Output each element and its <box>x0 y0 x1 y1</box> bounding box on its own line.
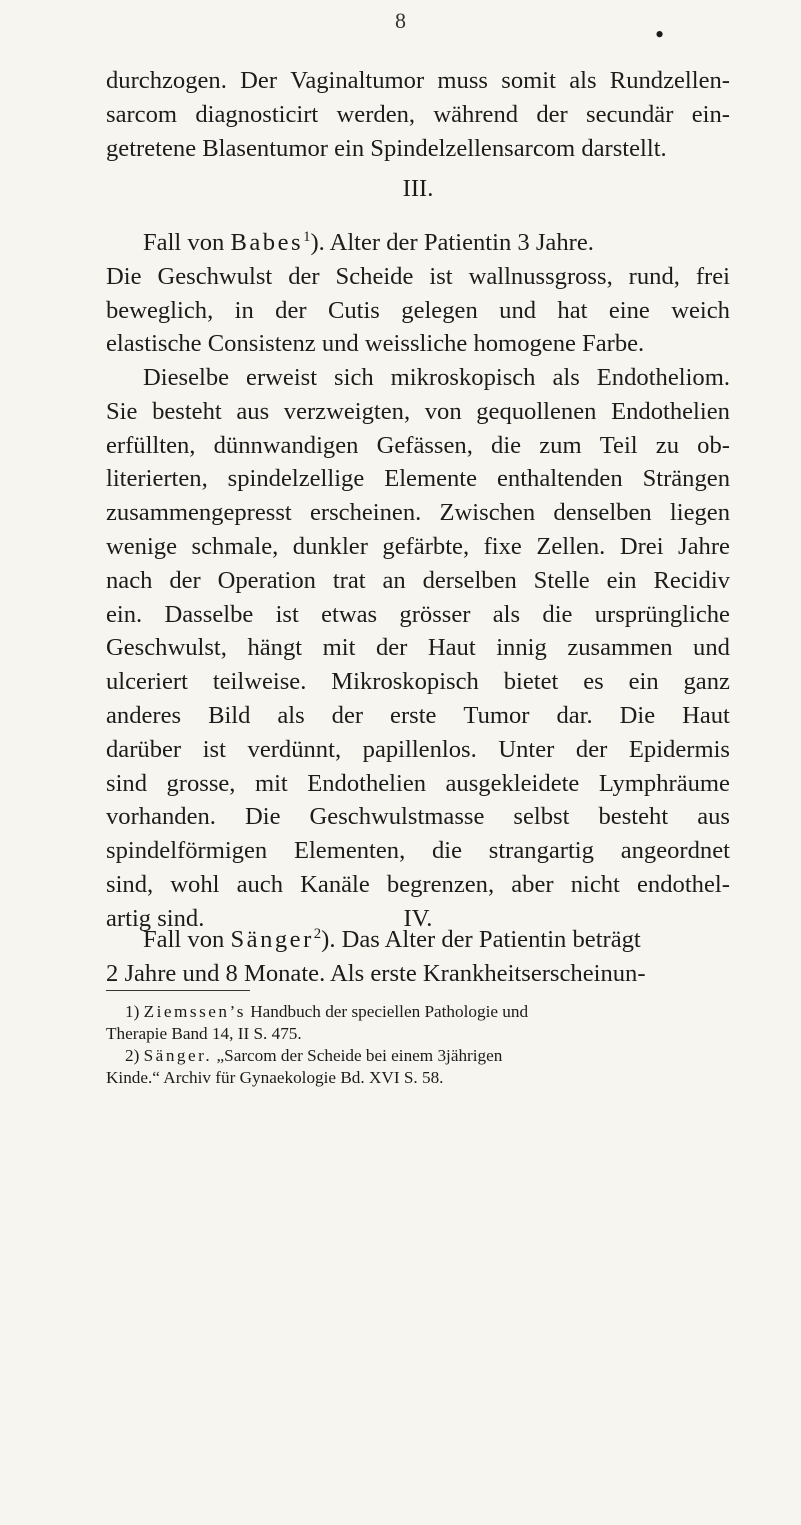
case-iii-histology-paragraph <box>106 361 730 936</box>
text-line: ulceriert teilweise. Mikroskopisch bietet es ein ganz <box>106 668 730 696</box>
text-line: wenige schmale, dunkler gefärbte, fixe Zellen. Drei Jahre <box>106 532 730 560</box>
text-line: zusammengepresst erscheinen. Zwischen denselben liegen <box>106 499 730 527</box>
case-lead: Fall von <box>143 926 225 953</box>
footnote-1 <box>106 1001 730 1023</box>
footnote-2-line-2: Kinde.“ Archiv für Gynaekologie Bd. XVI S. 58. <box>106 1068 444 1087</box>
text-line: literierten, spindelzellige Elemente enthaltenden Strängen <box>106 465 730 493</box>
text-line: darüber ist verdünnt, papillenlos. Unter der Epidermis <box>106 735 730 763</box>
footnote-text: „Sarcom der Scheide bei einem 3jährigen <box>216 1046 503 1065</box>
footnote-2 <box>106 1045 730 1067</box>
text-line: spindelförmigen Elementen, die strangartig angeordnet <box>106 837 730 865</box>
text-line: sarcom diagnosticirt werden, während der secundär ein- <box>106 100 730 128</box>
text-line: sind grosse, mit Endothelien ausgekleidete Lymphräume <box>106 769 730 797</box>
text-line: beweglich, in der Cutis gelegen und hat eine weich <box>106 296 730 324</box>
footnote-rule <box>106 990 250 991</box>
footnote-ref: 2 <box>313 925 322 942</box>
text-line: anderes Bild als der erste Tumor dar. Die Haut <box>106 701 730 729</box>
text-line: ein. Dasselbe ist etwas grösser als die ursprüngliche <box>106 600 730 628</box>
author-name: Sänger <box>230 926 314 953</box>
text-line: nach der Operation trat an derselben Stelle ein Recidiv <box>106 566 730 594</box>
text-line: vorhanden. Die Geschwulstmasse selbst besteht aus <box>106 803 730 831</box>
footnote-number: 2) <box>125 1046 140 1065</box>
paragraph-end-case-2 <box>106 64 730 165</box>
text-line <box>106 923 730 957</box>
text-line: getretene Blasentumor ein Spindelzellensarcom darstellt. <box>106 134 667 162</box>
text-line <box>106 226 730 260</box>
case-rest: ). Alter der Patientin 3 Jahre. <box>310 229 594 256</box>
text-line: erfüllten, dünnwandigen Gefässen, die zum Teil zu ob- <box>106 431 730 459</box>
text-line: artig sind. <box>106 904 205 932</box>
case-lead: Fall von <box>143 229 225 256</box>
section-heading-iii: III. <box>402 175 434 202</box>
footnotes <box>106 1001 730 1089</box>
footnote-author: Sänger. <box>143 1046 213 1065</box>
author-name: Babes <box>230 229 304 256</box>
text-line: Dieselbe erweist sich mikroskopisch als Endotheliom. <box>143 364 730 391</box>
text-line: elastische Consistenz und weissliche homogene Farbe. <box>106 330 645 358</box>
text-line: durchzogen. Der Vaginaltumor muss somit als Rundzellen- <box>106 67 730 94</box>
text-line: Die Geschwulst der Scheide ist wallnussgross, rund, frei <box>106 262 730 290</box>
footnote-ref: 1 <box>303 228 311 245</box>
text-line: Sie besteht aus verzweigten, von gequollenen Endothelien <box>106 397 730 425</box>
footnote-1-line-2: Therapie Band 14, II S. 475. <box>106 1024 302 1043</box>
text-line: 2 Jahre und 8 Monate. Als erste Krankheitserscheinun- <box>106 959 646 987</box>
case-iii-paragraph <box>106 226 730 361</box>
case-iv-paragraph <box>106 923 730 991</box>
text-line: sind, wohl auch Kanäle begrenzen, aber nicht endothel- <box>106 870 730 898</box>
text-line: Geschwulst, hängt mit der Haut innig zusammen und <box>106 634 730 662</box>
case-rest: ). Das Alter der Patientin beträgt <box>321 926 641 953</box>
page-number: 8 <box>395 8 406 33</box>
footnote-text: Handbuch der speciellen Pathologie und <box>250 1002 529 1021</box>
section-heading-iv: IV. <box>403 905 433 932</box>
page-mark: • <box>655 20 665 49</box>
footnote-number: 1) <box>125 1002 140 1021</box>
footnote-author: Ziemssen’s <box>143 1002 246 1021</box>
